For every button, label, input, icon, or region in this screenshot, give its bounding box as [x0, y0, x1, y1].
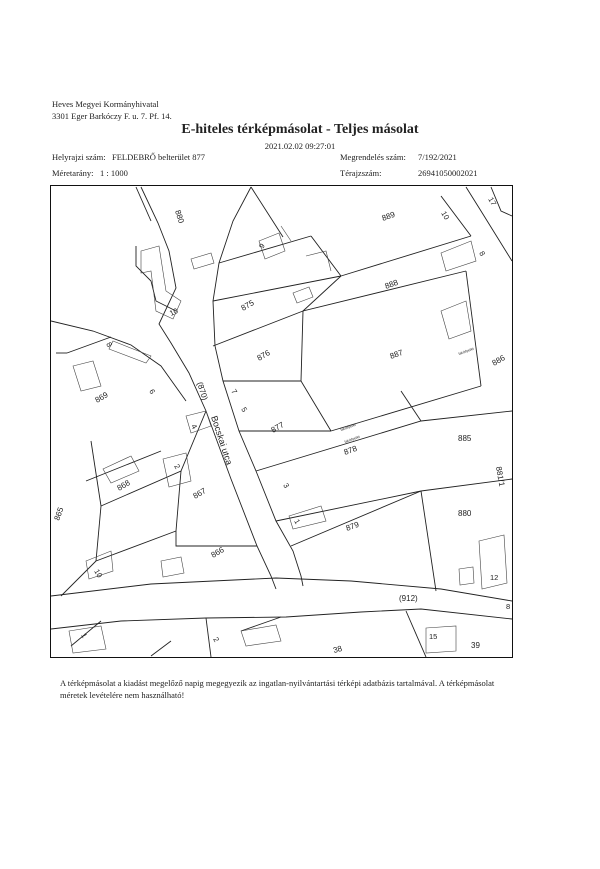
building-annotation: lakóépület	[457, 346, 475, 356]
house-number: 1	[79, 631, 90, 640]
parcel-label: 875	[239, 298, 256, 313]
annotation-labels	[340, 347, 474, 444]
parcel-label: 889	[380, 209, 397, 223]
parcel-label: 878	[342, 443, 359, 457]
order-value: 7/192/2021	[418, 152, 457, 162]
street-name-label: Bocskai utca	[209, 414, 235, 467]
parcel-label: 39	[471, 641, 480, 650]
road-parcel-label: (912)	[399, 594, 418, 603]
parcel-label: 876	[255, 348, 272, 363]
house-number: 10	[439, 209, 452, 222]
parcel-label: 879	[344, 519, 361, 533]
parcel-label: 880	[458, 509, 472, 518]
office-address: 3301 Eger Barkóczy F. u. 7. Pf. 14.	[52, 111, 172, 121]
parcel-label: 866	[209, 545, 226, 560]
house-number: 2	[211, 635, 222, 644]
office-name: Heves Megyei Kormányhivatal	[52, 99, 159, 109]
house-number-labels	[79, 196, 510, 644]
house-number: 8	[506, 602, 511, 611]
main-road-south-edge	[51, 609, 512, 629]
parcel-label: 865	[52, 506, 66, 522]
house-number: 1	[292, 517, 303, 526]
mapsheet-value: 26941050002021	[418, 168, 478, 178]
parcel-label: 867	[191, 486, 208, 501]
page-title: E-hiteles térképmásolat - Teljes másolat	[181, 122, 419, 137]
main-road-north-edge	[51, 578, 512, 601]
house-number: 4	[189, 422, 200, 431]
parcel-label: 885	[458, 434, 472, 443]
building-annotation: lakóépület	[343, 434, 361, 444]
house-number: 8	[104, 340, 115, 349]
scale-value: 1 : 1000	[100, 168, 128, 178]
house-number: 8	[477, 249, 488, 258]
parcel-label: 880	[173, 208, 186, 225]
parcel-label: 881/1	[494, 465, 507, 488]
scale-label: Méretarány:	[52, 168, 94, 178]
house-number: 12	[490, 573, 499, 582]
parcel-label: 869	[93, 390, 110, 405]
footer-notice: A térképmásolat a kiadást megelőző napig megegyezik az ingatlan-nyilvántartási térképi adatbázis tartalmával. A térképmásolat méretek levételére nem használható!	[60, 678, 495, 700]
bocskai-street-west-edge	[141, 187, 276, 589]
building-annotation: lakóépület	[339, 422, 357, 432]
parcel-label: 886	[490, 353, 507, 368]
cadastral-map[interactable]	[50, 185, 513, 658]
location-label: Helyrajzi szám:	[52, 152, 106, 162]
house-number: 17	[486, 195, 499, 208]
parcel-label: 877	[269, 420, 286, 435]
house-number: 5	[239, 405, 250, 414]
parcel-label: 888	[383, 277, 400, 291]
street-labels	[195, 381, 418, 603]
street-parcel-label: (870)	[195, 380, 210, 402]
house-number: 10	[168, 306, 180, 318]
timestamp: 2021.02.02 09:27:01	[264, 141, 336, 151]
house-number: 10	[92, 567, 105, 580]
parcel-label: 868	[115, 478, 132, 493]
parcel-label: 38	[332, 643, 344, 655]
mapsheet-label: Térajzszám:	[340, 168, 382, 178]
house-number: 7	[229, 387, 240, 396]
order-label: Megrendelés szám:	[340, 152, 406, 162]
house-number: 2	[172, 462, 183, 471]
house-number: 15	[429, 632, 438, 641]
house-number: 9	[256, 241, 267, 250]
parcel-label: 887	[388, 347, 405, 361]
location-value: FELDEBRŐ belterület 877	[112, 152, 206, 162]
house-number: 6	[147, 387, 158, 396]
house-number: 3	[281, 481, 292, 490]
